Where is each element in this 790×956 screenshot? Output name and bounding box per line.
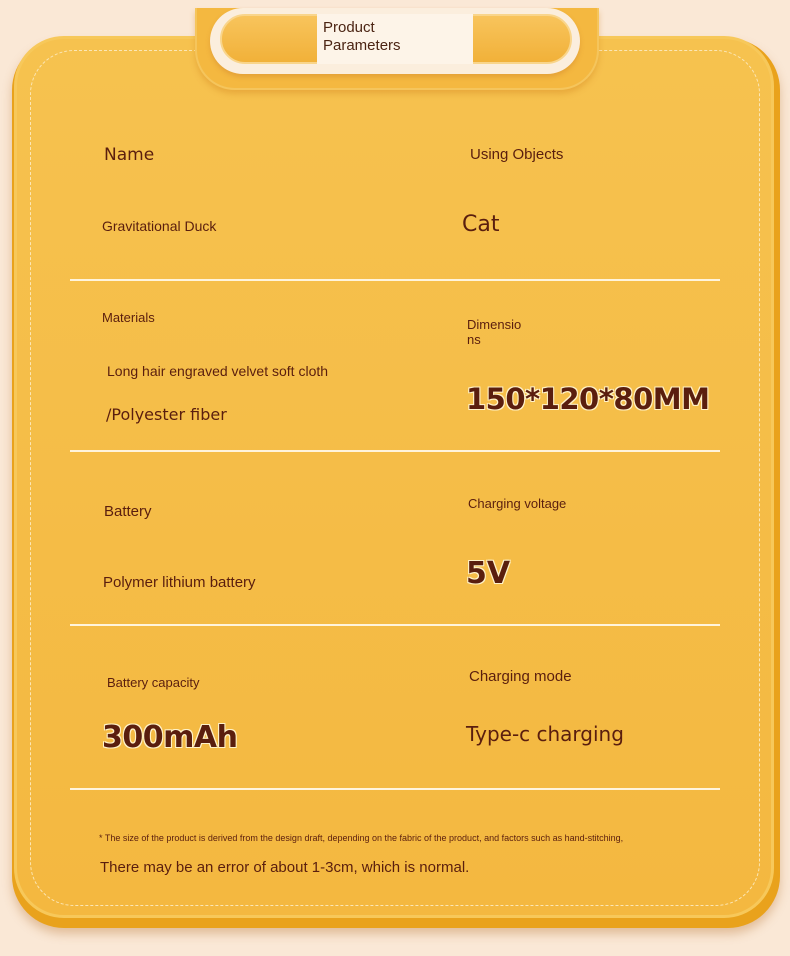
name-label: Name (104, 145, 155, 165)
page-title: Product Parameters (323, 19, 401, 54)
charging-mode-label: Charging mode (469, 668, 572, 685)
dimensions-value: 150*120*80MM (466, 382, 710, 416)
battery-capacity-label: Battery capacity (107, 675, 200, 690)
dashed-border (30, 50, 760, 906)
battery-value: Polymer lithium battery (103, 574, 256, 591)
materials-value-line1: Long hair engraved velvet soft cloth (107, 363, 329, 379)
divider (70, 450, 720, 452)
divider (70, 624, 720, 626)
materials-value-line2: /Polyester fiber (106, 405, 227, 424)
using-objects-label: Using Objects (470, 146, 564, 163)
name-value: Gravitational Duck (102, 218, 217, 234)
divider (70, 279, 720, 281)
battery-capacity-value: 300mAh (102, 720, 238, 755)
footnote-line2: There may be an error of about 1-3cm, which is normal. (100, 859, 470, 876)
battery-label: Battery (104, 503, 152, 520)
materials-label: Materials (102, 310, 155, 325)
footnote-line1: * The size of the product is derived from the design draft, depending on the fabric of the product, and factors such as hand-stitching, (99, 833, 624, 843)
charging-voltage-label: Charging voltage (468, 496, 567, 511)
using-objects-value: Cat (462, 212, 500, 237)
header-title-box (317, 14, 473, 64)
charging-mode-value: Type-c charging (466, 722, 624, 746)
divider (70, 788, 720, 790)
dimensions-label: Dimensions (467, 317, 522, 347)
charging-voltage-value: 5V (466, 556, 511, 591)
